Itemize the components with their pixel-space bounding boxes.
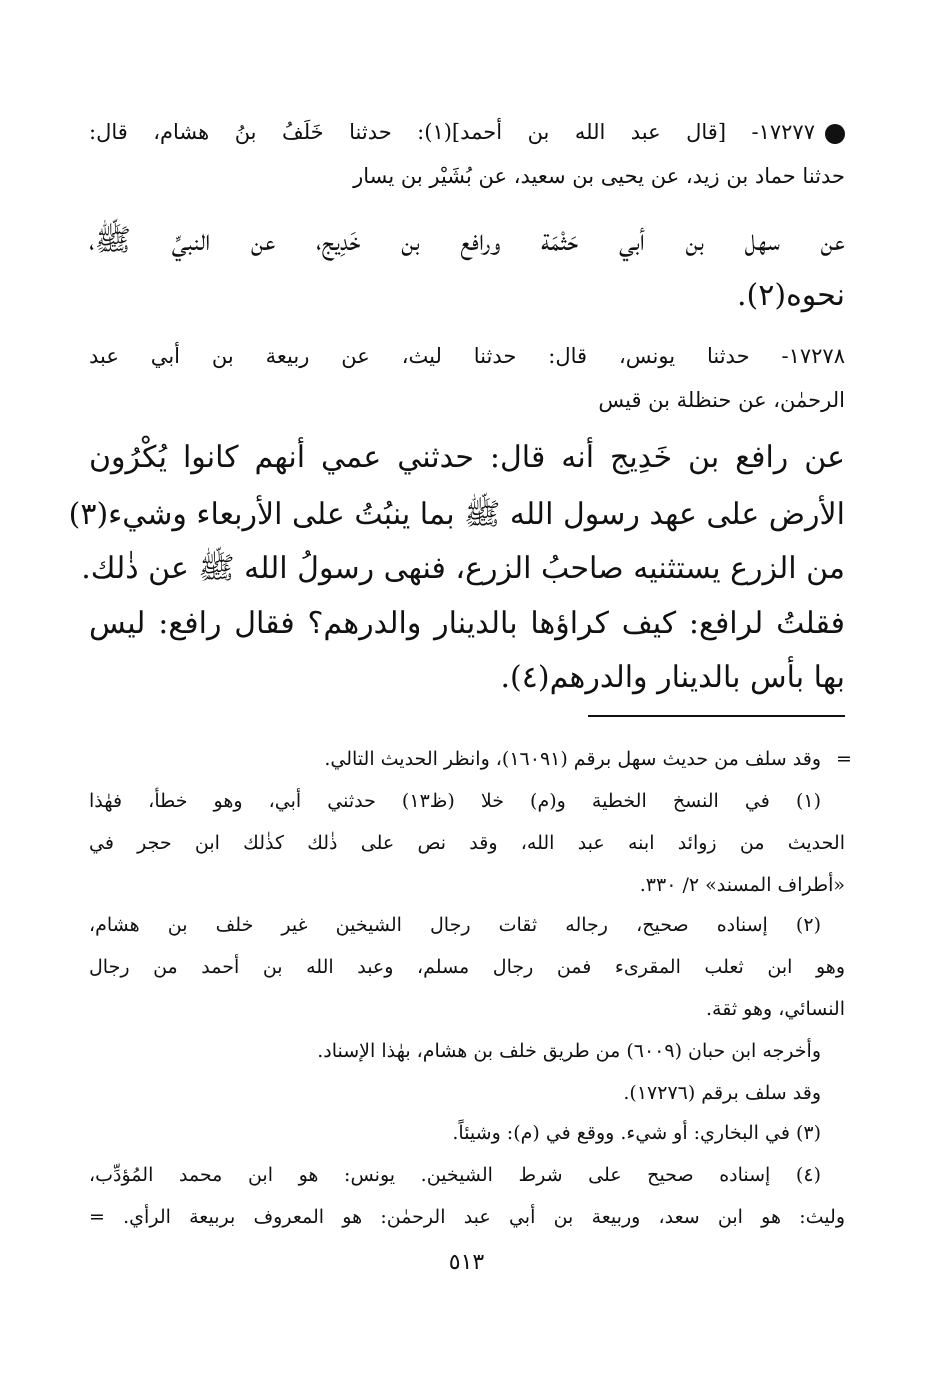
bullet-icon: [825, 124, 845, 144]
footnote-line-5: (٢) إسناده صحيح، رجاله ثقات رجال الشيخين غير خلف بن هشام،: [89, 914, 821, 936]
hadith-17277-isnad-line-2: حدثنا حماد بن زيد، عن يحيى بن سعيد، عن بُشَيْر بن يسار: [353, 164, 845, 188]
footnote-line-2: (١) في النسخ الخطية و(م) خلا (ظ١٣) حدثني أبي، وهو خطأ، فهٰذا: [89, 790, 821, 812]
footnote-line-7: النسائي، وهو ثقة.: [705, 998, 845, 1020]
hadith-17278-matn-line-3: من الزرع يستثنيه صاحبُ الزرع، فنهى رسولُ الله ﷺ عن ذٰلك.: [81, 551, 845, 586]
footnote-line-10: (٣) في البخاري: أو شيء. ووقع في (م): وشيئاً.: [452, 1122, 821, 1144]
footnote-line-1: وقد سلف من حديث سهل برقم (١٦٠٩١)، وانظر الحديث التالي.: [324, 748, 821, 770]
hadith-17277-matn-line-2: نحوه(٢).: [736, 278, 845, 313]
hadith-17278-matn-line-4: فقلتُ لرافع: كيف كراؤها بالدينار والدرهم؟ فقال رافع: ليس: [89, 606, 845, 641]
footnote-line-11: (٤) إسناده صحيح على شرط الشيخين. يونس: هو ابن محمد المُؤدِّب،: [89, 1164, 821, 1186]
hadith-17278-matn-line-1: عن رافع بن خَدِيج أنه قال: حدثني عمي أنهم كانوا يُكْرُون: [89, 440, 845, 475]
hadith-17278-isnad-line-2: الرحمٰن، عن حنظلة بن قيس: [598, 388, 845, 412]
hadith-17277-matn-line-1: عن سهل بن أبي حَثْمَة ورافع بن خَدِيج، عن النبيِّ ﷺ،: [89, 223, 845, 258]
footnote-line-12: وليث: هو ابن سعد، وربيعة بن أبي عبد الرحمٰن: هو المعروف بربيعة الرأي. =: [89, 1206, 846, 1228]
footnote-line-9: وقد سلف برقم (١٧٢٧٦).: [623, 1082, 821, 1104]
hadith-17278-matn-line-2: الأرض على عهد رسول الله ﷺ بما ينبُتُ على الأربعاء وشيء(٣): [68, 497, 845, 532]
hadith-17277-isnad-line-1: [89, 120, 845, 144]
footnote-line-6: وهو ابن ثعلب المقرىء فمن رجال مسلم، وعبد الله بن أحمد من رجال: [89, 956, 845, 978]
footnote-line-8: وأخرجه ابن حبان (٦٠٠٩) من طريق خلف بن هشام، بهٰذا الإسناد.: [317, 1040, 821, 1062]
hadith-17278-matn-line-5: بها بأس بالدينار والدرهم(٤).: [500, 660, 845, 695]
footnote-line-3: الحديث من زوائد ابنه عبد الله، وقد نص على ذٰلك كذٰلك ابن حجر في: [89, 832, 845, 854]
footnote-line-4: «أطراف المسند» ٢/ ٣٣٠.: [639, 874, 845, 896]
footnote-separator: [588, 715, 845, 717]
continuation-mark: =: [836, 748, 852, 770]
hadith-17278-isnad-line-1: ١٧٢٧٨- حدثنا يونس، قال: حدثنا ليث، عن ربيعة بن أبي عبد: [89, 344, 845, 368]
hadith-17277-isnad-text: ١٧٢٧٧- [قال عبد الله بن أحمد](١): حدثنا خَلَفُ بنُ هشام، قال:: [89, 120, 815, 144]
page-number: ٥١٣: [448, 1250, 485, 1275]
